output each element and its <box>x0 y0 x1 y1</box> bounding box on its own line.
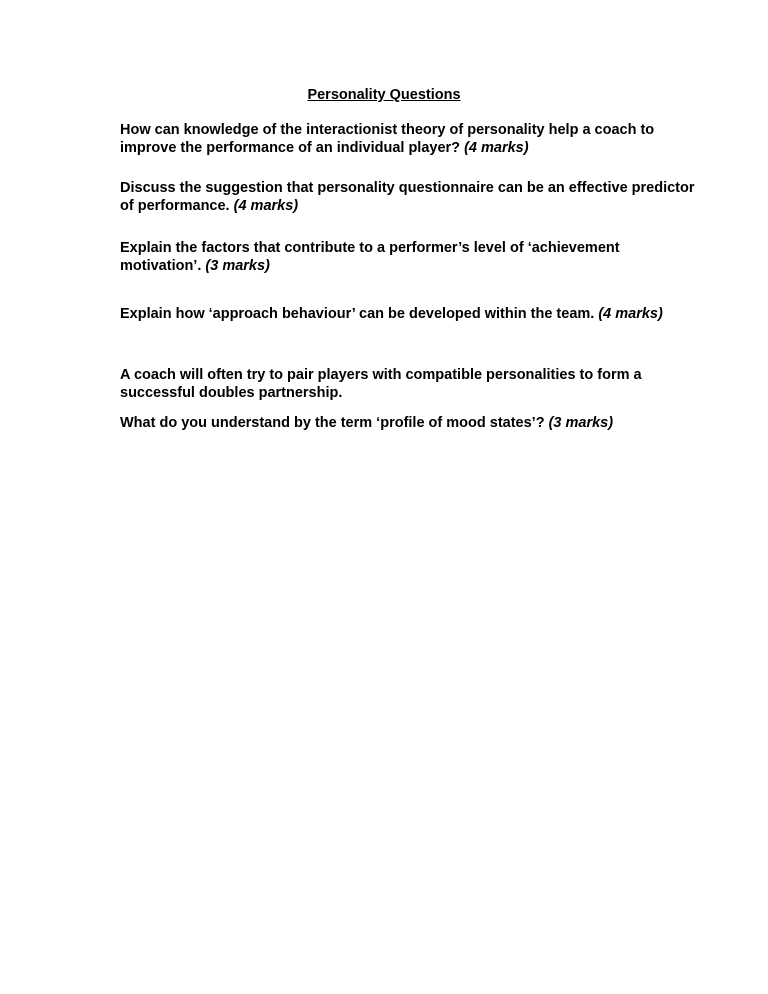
question-marks: (4 marks) <box>598 306 663 322</box>
page-title: Personality Questions <box>307 87 461 103</box>
question-text: Explain the factors that contribute to a performer’s level of ‘achievement motivation’. <box>120 240 620 274</box>
question-5 <box>120 367 700 402</box>
question-marks: (4 marks) <box>233 197 299 214</box>
question-text: Discuss the suggestion that personality questionnaire can be an effective predictor of performance. <box>120 180 695 214</box>
question-marks: (4 marks) <box>464 139 529 156</box>
question-3 <box>120 240 700 275</box>
question-text: What do you understand by the term ‘profile of mood states’? <box>120 415 545 431</box>
question-marks: (3 marks) <box>205 257 270 274</box>
question-1 <box>120 122 700 157</box>
question-2 <box>120 180 700 215</box>
question-text: A coach will often try to pair players with compatible personalities to form a successful doubles partnership. <box>120 367 642 401</box>
question-4 <box>120 306 700 324</box>
question-marks: (3 marks) <box>548 415 614 431</box>
question-text: How can knowledge of the interactionist theory of personality help a coach to improve the performance of an individual player? <box>120 122 655 156</box>
question-6 <box>120 415 700 433</box>
question-text: Explain how ‘approach behaviour’ can be developed within the team. <box>120 306 595 322</box>
